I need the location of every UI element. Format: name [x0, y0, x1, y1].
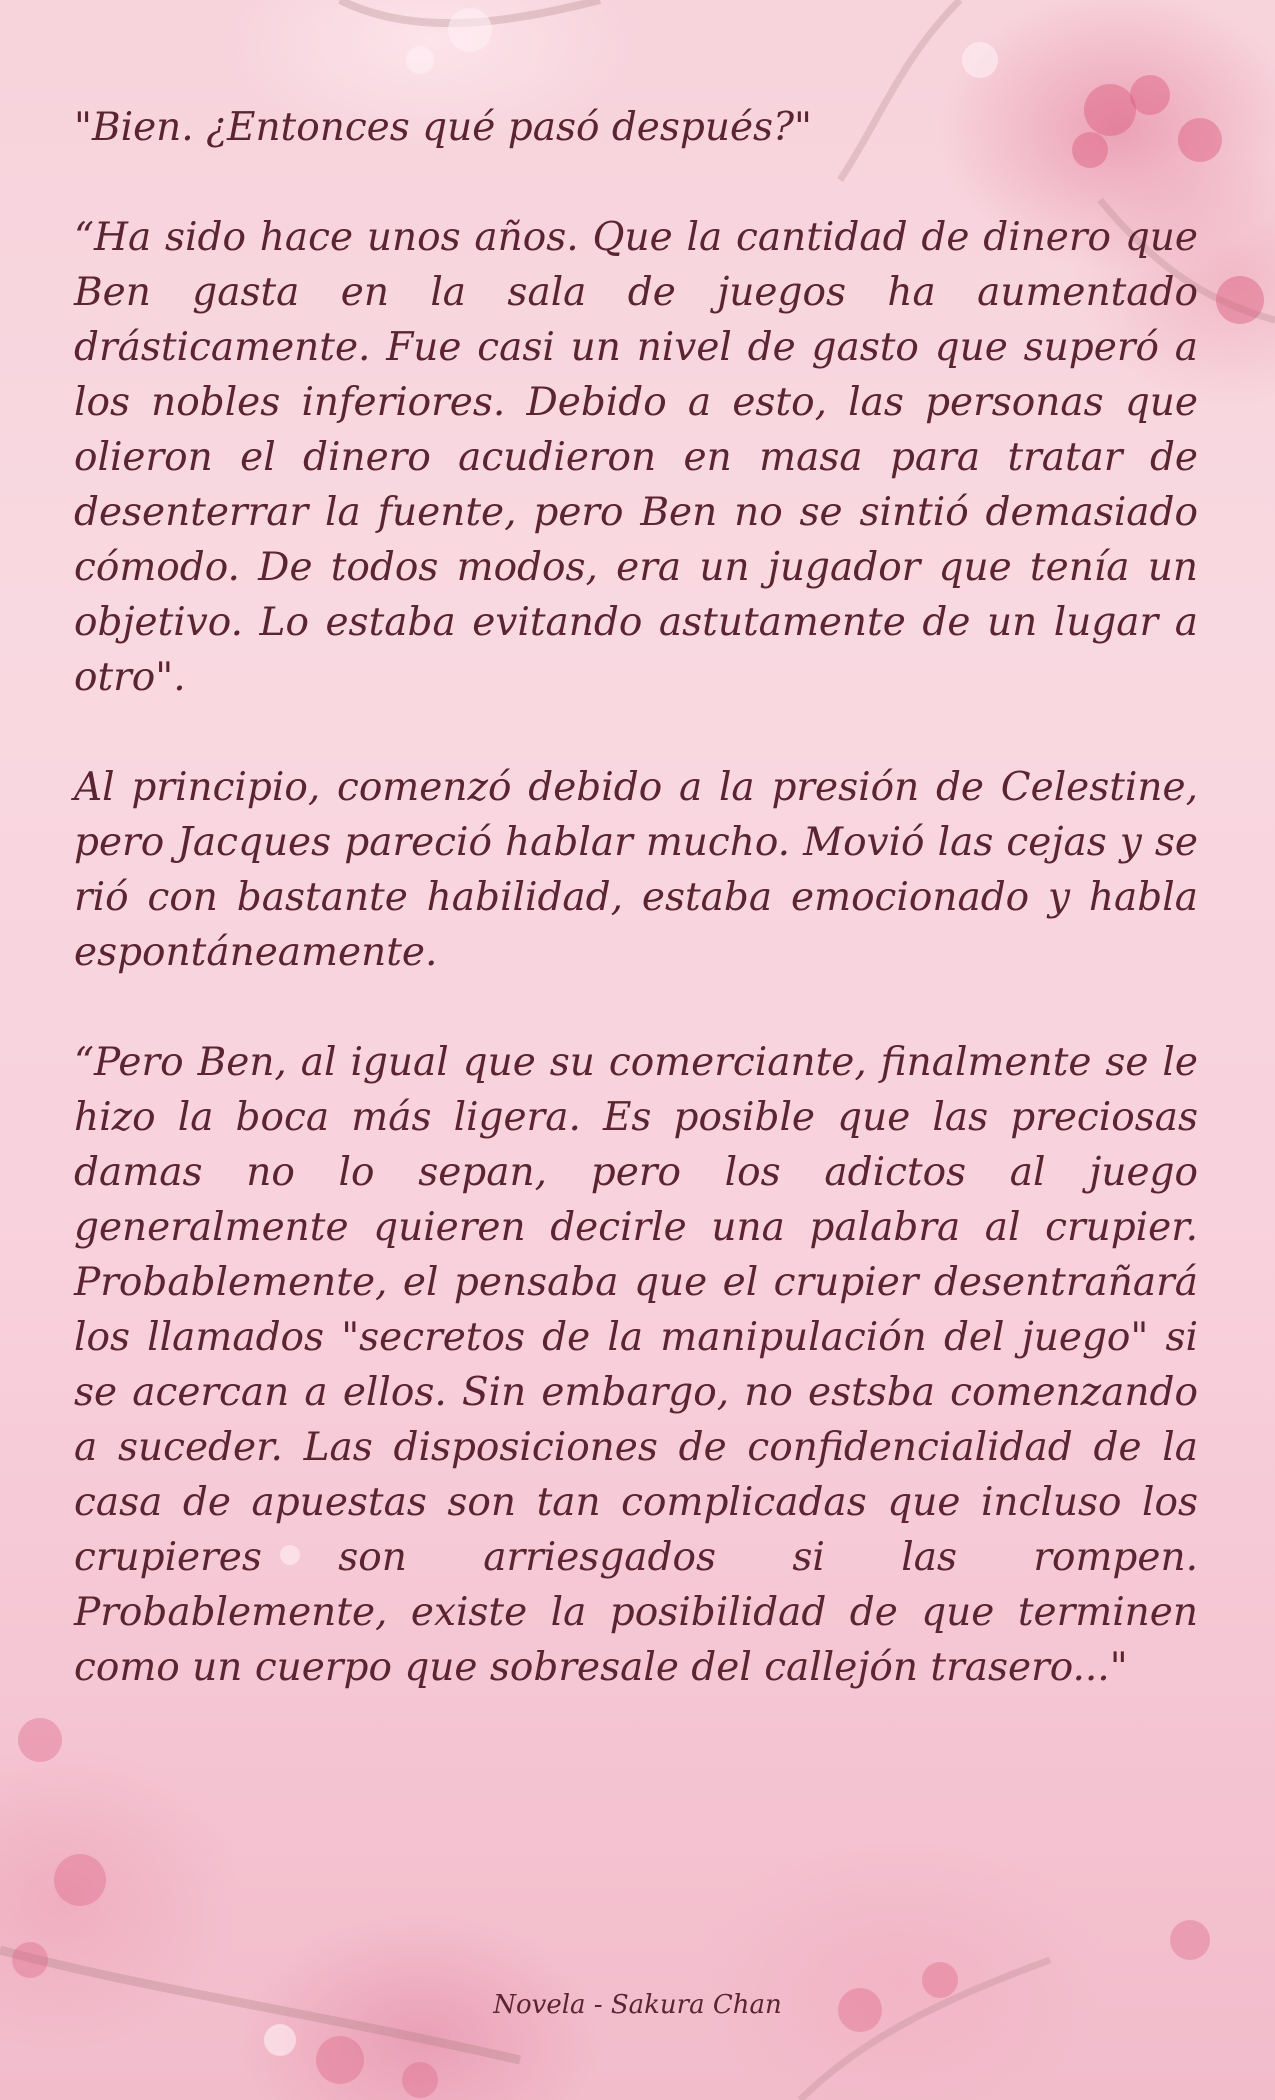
novel-text [74, 100, 1198, 1750]
paragraph: “Pero Ben, al igual que su comerciante, finalmente se le hizo la boca más ligera. Es posible que las preciosas damas no lo sepan, pero los adictos al juego generalmente quieren decirle una palabra al crupier. Probablemente, el pensaba que el crupier desentrañará los llamados "secretos de la manipulación del juego" si se acercan a ellos. Sin embargo, no estsba comenzando a suceder. Las disposiciones de confidencialidad de la casa de apuestas son tan complicadas que incluso los crupieres son arriesgados si las rompen. Probablemente, existe la posibilidad de que terminen como un cuerpo que sobresale del callejón trasero..." [74, 1040, 1198, 1690]
paragraph: "Bien. ¿Entonces qué pasó después?" [74, 105, 812, 150]
paragraph: Al principio, comenzó debido a la presión de Celestine, pero Jacques pareció hablar mucho. Movió las cejas y se rió con bastante habilidad, estaba emocionado y habla espontáneamente. [74, 765, 1198, 975]
footer-credit: Novela - Sakura Chan [493, 1990, 782, 2020]
paragraph: “Ha sido hace unos años. Que la cantidad de dinero que Ben gasta en la sala de juegos ha aumentado drásticamente. Fue casi un nivel de gasto que superó a los nobles inferiores. Debido a esto, las personas que olieron el dinero acudieron en masa para tratar de desenterrar la fuente, pero Ben no se sintió demasiado cómodo. De todos modos, era un jugador que tenía un objetivo. Lo estaba evitando astutamente de un lugar a otro". [74, 215, 1198, 700]
